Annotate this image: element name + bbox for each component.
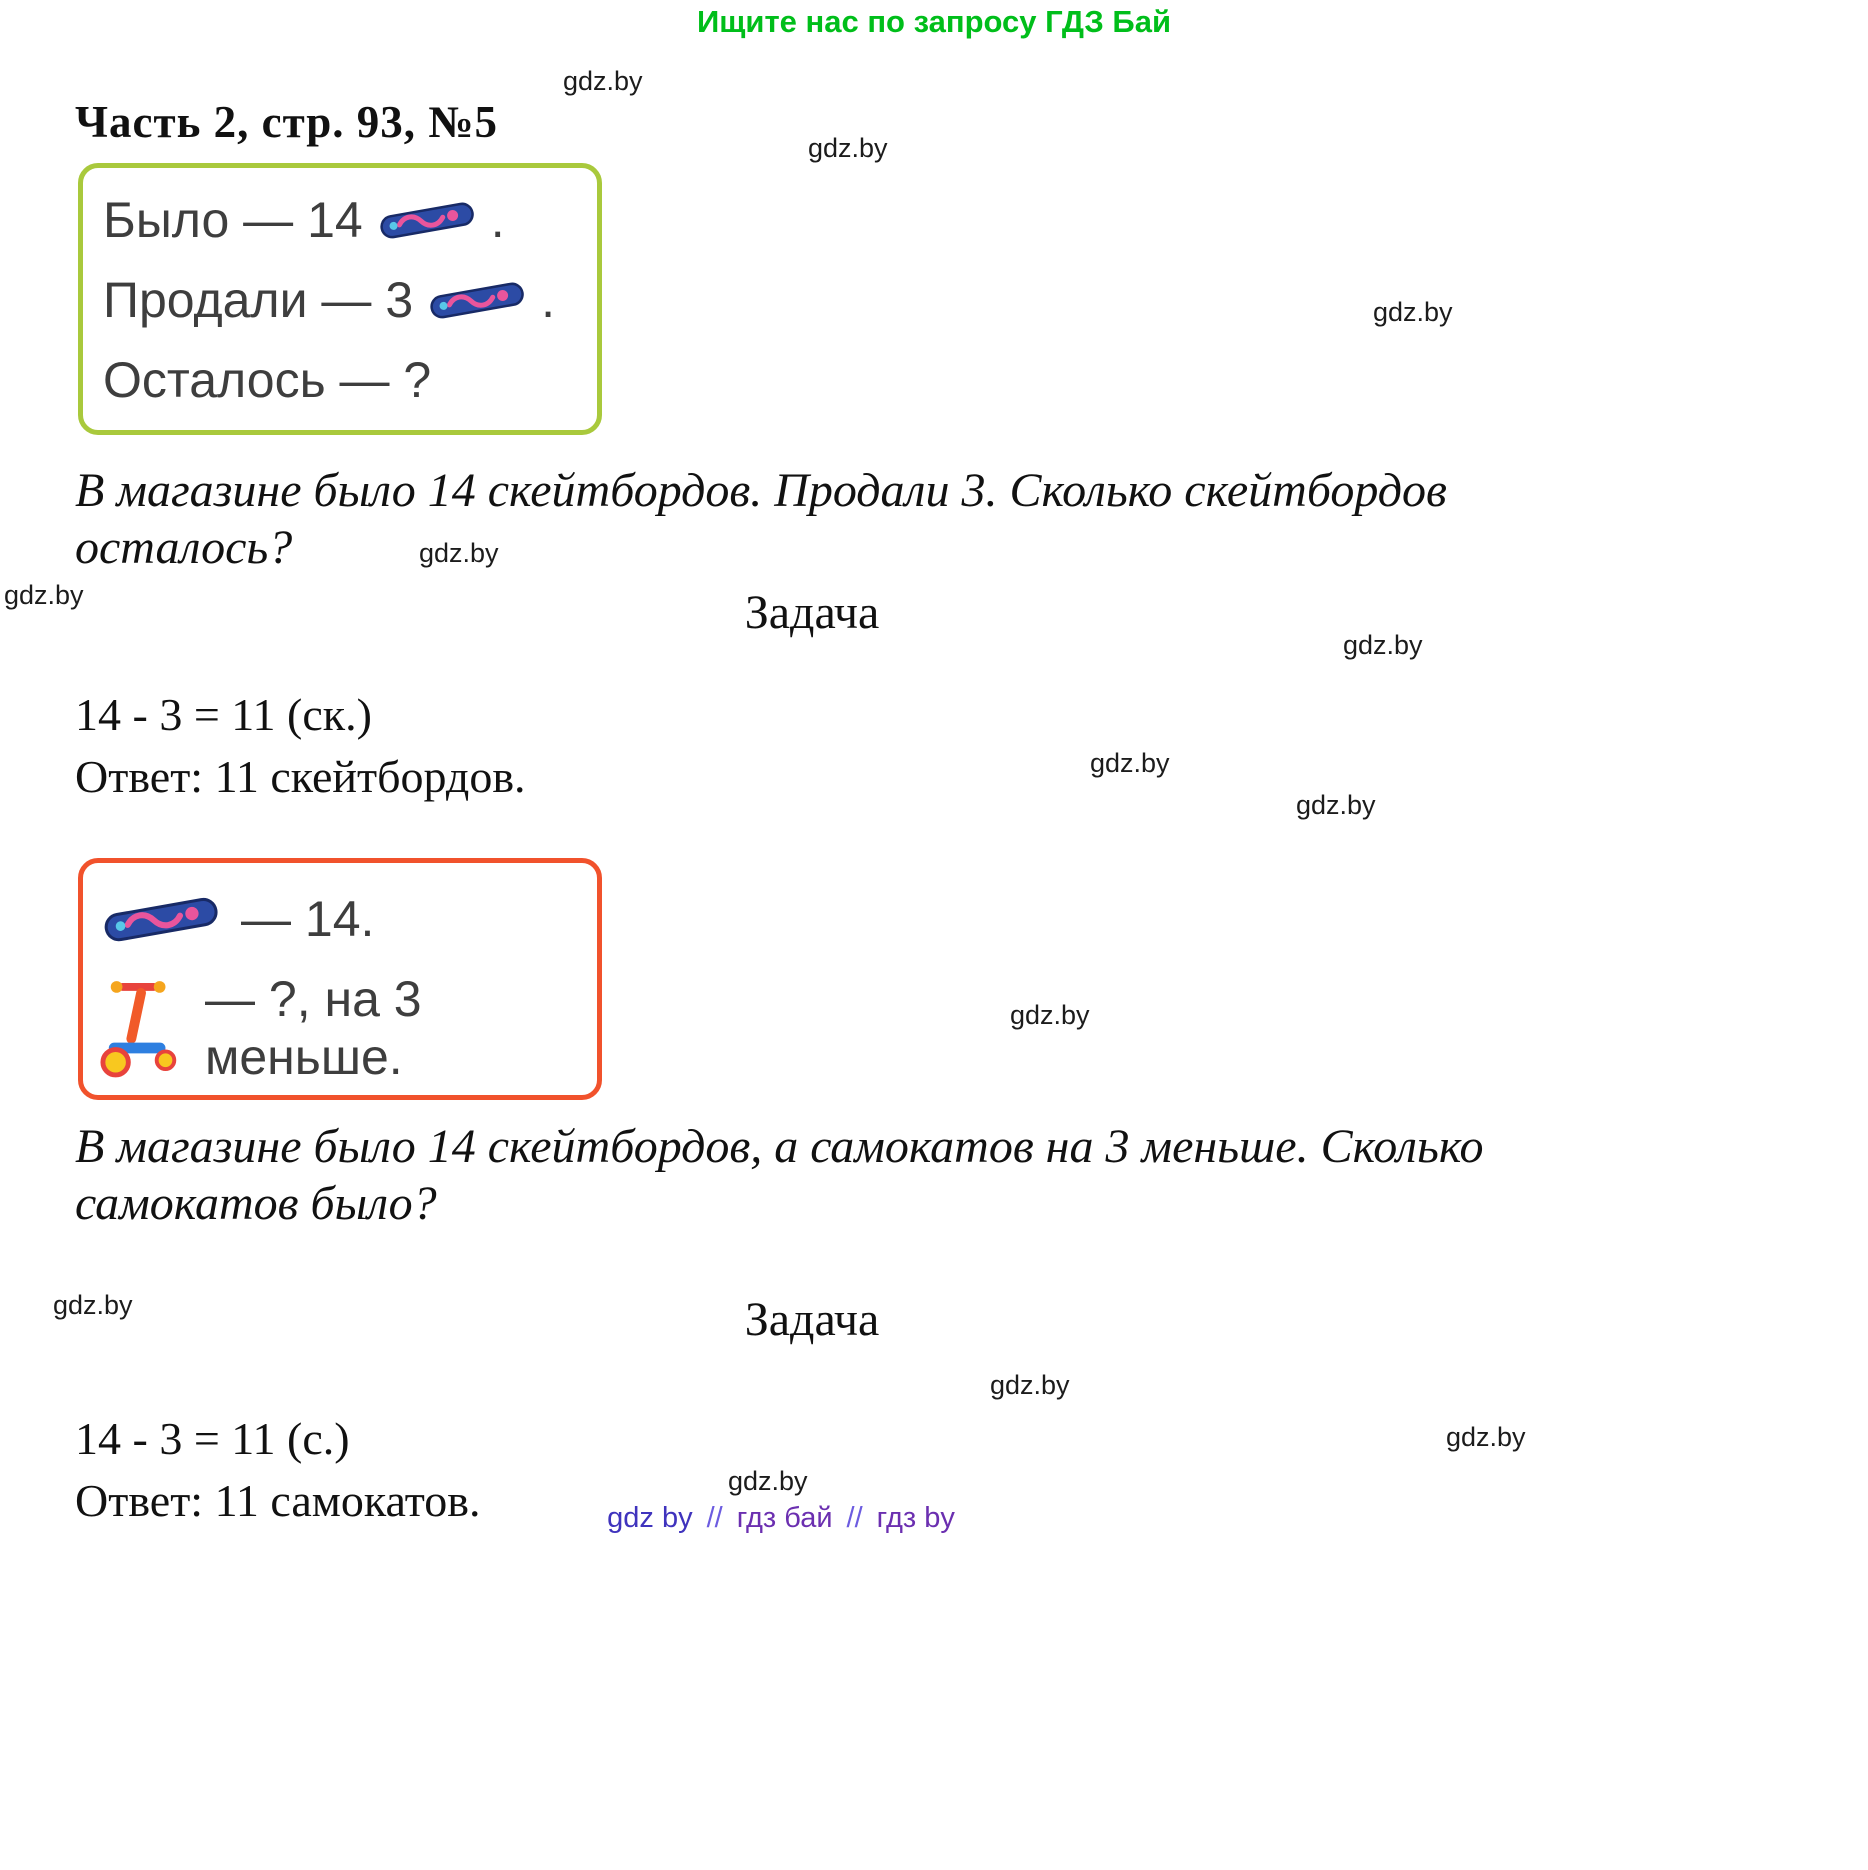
problem2-task-heading: Задача [744, 1293, 880, 1346]
problem2-answer: Ответ: 11 самокатов. [75, 1475, 481, 1526]
given-line-bylo-period: . [490, 192, 505, 248]
given-line-ostalos-text: Осталось — ? [103, 352, 432, 408]
given-line-scooters-text: — ?, на 3 меньше. [205, 971, 422, 1085]
given-line-skateboards-text: — 14. [241, 891, 375, 947]
watermark: gdz.by [1010, 1000, 1090, 1030]
given-line-bylo-text: Было — 14 [103, 192, 363, 248]
skateboard-icon [427, 276, 527, 324]
footer-separator: // [846, 1502, 863, 1534]
footer-separator: // [706, 1502, 723, 1534]
watermark: gdz.by [1296, 790, 1376, 820]
problem2-statement-line2: самокатов было? [75, 1177, 437, 1230]
given-line-prodali [103, 260, 587, 340]
watermark: gdz.by [990, 1370, 1070, 1400]
watermark: gdz.by [563, 66, 643, 96]
watermark: gdz.by [1343, 630, 1423, 660]
page-title: Часть 2, стр. 93, №5 [75, 97, 499, 147]
given-box-problem1 [78, 163, 602, 435]
watermark: gdz.by [53, 1290, 133, 1320]
skateboard-icon [99, 890, 223, 948]
given-line-ostalos [103, 340, 587, 420]
problem1-statement [75, 462, 1575, 576]
given-line-prodali-period: . [541, 272, 556, 328]
problem1-statement-line1: В магазине было 14 скейтбордов. Продали 3. Сколько скейтбордов [75, 464, 1447, 517]
given-box-problem2 [78, 858, 602, 1100]
problem2-statement-line1: В магазине было 14 скейтбордов, а самокатов на 3 меньше. Сколько [75, 1120, 1484, 1173]
watermark: gdz.by [808, 133, 888, 163]
watermark: gdz.by [1090, 748, 1170, 778]
problem2-solution: 14 - 3 = 11 (с.) [75, 1413, 350, 1464]
watermark: gdz.by [1373, 297, 1453, 327]
watermark: gdz.by [1446, 1422, 1526, 1452]
problem2-statement [75, 1118, 1635, 1232]
problem1-statement-line2: осталось? [75, 521, 293, 574]
problem1-answer: Ответ: 11 скейтбордов. [75, 751, 526, 802]
problem1-solution: 14 - 3 = 11 (ск.) [75, 689, 372, 740]
scooter-icon [99, 977, 187, 1079]
footer-link-gdz-bai[interactable]: гдз бай [736, 1502, 833, 1534]
watermark: gdz.by [419, 538, 499, 568]
footer-link-gdz-by-2[interactable]: гдз by [876, 1502, 955, 1534]
watermark: gdz.by [4, 580, 84, 610]
given-line-prodali-text: Продали — 3 [103, 272, 414, 328]
given-line-skateboards [99, 869, 587, 969]
footer-link-gdz-by-1[interactable]: gdz by [607, 1502, 693, 1534]
footer-links [0, 1502, 1562, 1535]
problem1-task-heading: Задача [744, 586, 880, 639]
promo-banner: Ищите нас по запросу ГДЗ Бай [696, 4, 1172, 39]
watermark: gdz.by [728, 1466, 808, 1496]
given-line-bylo [103, 180, 587, 260]
given-line-scooters [99, 969, 587, 1087]
skateboard-icon [377, 196, 477, 244]
